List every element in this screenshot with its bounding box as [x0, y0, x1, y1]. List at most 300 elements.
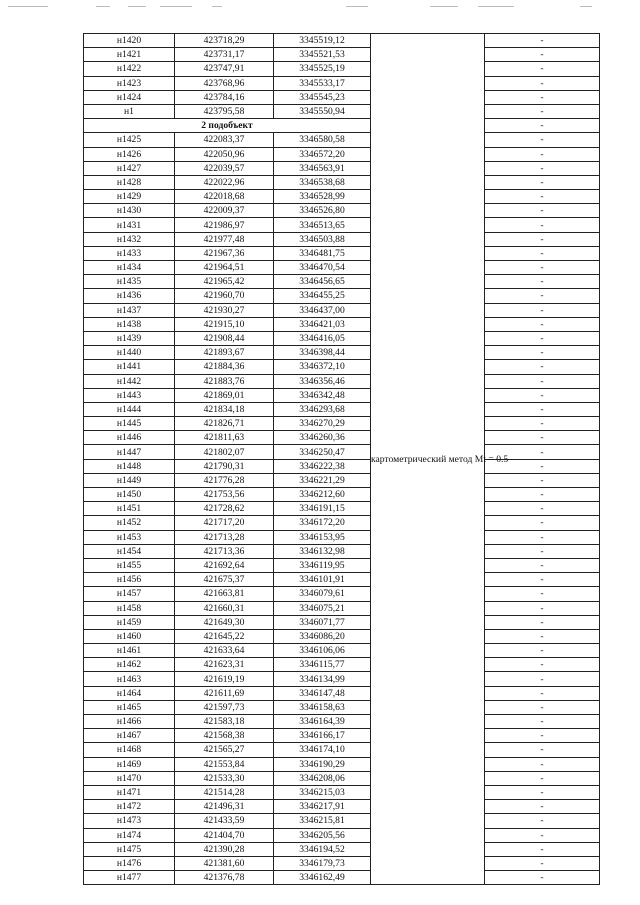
table-row	[84, 757, 600, 771]
y-coordinate: 3346115,77	[274, 658, 371, 672]
y-coordinate: 3346217,91	[274, 800, 371, 814]
x-coordinate: 422018,68	[175, 190, 274, 204]
error-dash: -	[485, 686, 600, 700]
y-coordinate: 3346580,58	[274, 133, 371, 147]
error-dash: -	[485, 771, 600, 785]
x-coordinate: 421675,37	[175, 573, 274, 587]
table-row	[84, 275, 600, 289]
x-coordinate: 423731,17	[175, 48, 274, 62]
point-name: н1432	[84, 232, 175, 246]
x-coordinate: 421986,97	[175, 218, 274, 232]
y-coordinate: 3345545,23	[274, 90, 371, 104]
error-dash: -	[485, 90, 600, 104]
y-coordinate: 3346147,48	[274, 686, 371, 700]
y-coordinate: 3346421,03	[274, 317, 371, 331]
x-coordinate: 421433,59	[175, 814, 274, 828]
error-dash: -	[485, 161, 600, 175]
x-coordinate: 421893,67	[175, 346, 274, 360]
point-name: н1424	[84, 90, 175, 104]
table-row	[84, 459, 600, 473]
x-coordinate: 421623,31	[175, 658, 274, 672]
point-name: н1421	[84, 48, 175, 62]
error-dash: -	[485, 871, 600, 885]
y-coordinate: 3346293,68	[274, 402, 371, 416]
error-dash: -	[485, 516, 600, 530]
point-name: н1462	[84, 658, 175, 672]
error-dash: -	[485, 629, 600, 643]
error-dash: -	[485, 785, 600, 799]
table-row	[84, 246, 600, 260]
y-coordinate: 3346194,52	[274, 842, 371, 856]
error-dash: -	[485, 800, 600, 814]
error-dash: -	[485, 757, 600, 771]
point-name: н1422	[84, 62, 175, 76]
point-name: н1469	[84, 757, 175, 771]
x-coordinate: 421977,48	[175, 232, 274, 246]
point-name: н1461	[84, 644, 175, 658]
error-dash: -	[485, 388, 600, 402]
y-coordinate: 3346356,46	[274, 374, 371, 388]
point-name: н1452	[84, 516, 175, 530]
table-row	[84, 90, 600, 104]
x-coordinate: 421663,81	[175, 587, 274, 601]
table-row	[84, 289, 600, 303]
y-coordinate: 3346372,10	[274, 360, 371, 374]
y-coordinate: 3346526,80	[274, 204, 371, 218]
table-row	[84, 856, 600, 870]
error-dash: -	[485, 303, 600, 317]
error-dash: -	[485, 261, 600, 275]
table-row	[84, 104, 600, 118]
error-dash: -	[485, 502, 600, 516]
table-row	[84, 331, 600, 345]
table-row	[84, 800, 600, 814]
table-row	[84, 828, 600, 842]
point-name: н1439	[84, 331, 175, 345]
error-dash: -	[485, 48, 600, 62]
y-coordinate: 3346162,49	[274, 871, 371, 885]
table-row	[84, 842, 600, 856]
table-row	[84, 190, 600, 204]
point-name: н1468	[84, 743, 175, 757]
error-dash: -	[485, 644, 600, 658]
table-row	[84, 417, 600, 431]
y-coordinate: 3346132,98	[274, 544, 371, 558]
point-name: н1430	[84, 204, 175, 218]
table-row	[84, 360, 600, 374]
error-dash: -	[485, 417, 600, 431]
point-name: н1423	[84, 76, 175, 90]
error-dash: -	[485, 104, 600, 118]
point-name: н1428	[84, 175, 175, 189]
x-coordinate: 421619,19	[175, 672, 274, 686]
y-coordinate: 3346174,10	[274, 743, 371, 757]
point-name: н1458	[84, 601, 175, 615]
point-name: н1472	[84, 800, 175, 814]
table-row	[84, 672, 600, 686]
x-coordinate: 421802,07	[175, 445, 274, 459]
error-dash: -	[485, 76, 600, 90]
error-dash: -	[485, 530, 600, 544]
error-dash: -	[485, 445, 600, 459]
x-coordinate: 421553,84	[175, 757, 274, 771]
point-name: н1440	[84, 346, 175, 360]
error-dash: -	[485, 573, 600, 587]
y-coordinate: 3346528,99	[274, 190, 371, 204]
table-row	[84, 204, 600, 218]
x-coordinate: 422022,96	[175, 175, 274, 189]
point-name: н1445	[84, 417, 175, 431]
y-coordinate: 3346106,06	[274, 644, 371, 658]
error-dash: -	[485, 828, 600, 842]
error-dash: -	[485, 331, 600, 345]
subobject-header-row	[84, 119, 600, 133]
error-dash: -	[485, 402, 600, 416]
x-coordinate: 423768,96	[175, 76, 274, 90]
table-row	[84, 658, 600, 672]
error-dash: -	[485, 346, 600, 360]
error-dash: -	[485, 814, 600, 828]
y-coordinate: 3346221,29	[274, 473, 371, 487]
table-row	[84, 48, 600, 62]
y-coordinate: 3346215,03	[274, 785, 371, 799]
point-name: н1453	[84, 530, 175, 544]
point-name: н1431	[84, 218, 175, 232]
point-name: н1448	[84, 459, 175, 473]
error-dash: -	[485, 190, 600, 204]
point-name: н1460	[84, 629, 175, 643]
y-coordinate: 3346101,91	[274, 573, 371, 587]
point-name: н1474	[84, 828, 175, 842]
table-row	[84, 573, 600, 587]
x-coordinate: 421633,64	[175, 644, 274, 658]
y-coordinate: 3345525,19	[274, 62, 371, 76]
point-name: н1470	[84, 771, 175, 785]
point-name: н1435	[84, 275, 175, 289]
error-dash: -	[485, 729, 600, 743]
error-dash: -	[485, 672, 600, 686]
x-coordinate: 421834,18	[175, 402, 274, 416]
y-coordinate: 3346205,56	[274, 828, 371, 842]
point-name: н1459	[84, 615, 175, 629]
table-row	[84, 715, 600, 729]
error-dash: -	[485, 700, 600, 714]
table-row	[84, 445, 600, 459]
x-coordinate: 421811,63	[175, 431, 274, 445]
x-coordinate: 421908,44	[175, 331, 274, 345]
error-dash: -	[485, 119, 600, 133]
y-coordinate: 3346538,68	[274, 175, 371, 189]
point-name: н1466	[84, 715, 175, 729]
x-coordinate: 421790,31	[175, 459, 274, 473]
x-coordinate: 421884,36	[175, 360, 274, 374]
point-name: н1447	[84, 445, 175, 459]
y-coordinate: 3346212,60	[274, 488, 371, 502]
y-coordinate: 3346222,38	[274, 459, 371, 473]
point-name: н1437	[84, 303, 175, 317]
error-dash: -	[485, 133, 600, 147]
error-dash: -	[485, 743, 600, 757]
table-row	[84, 175, 600, 189]
error-dash: -	[485, 615, 600, 629]
point-name: н1436	[84, 289, 175, 303]
y-coordinate: 3346398,44	[274, 346, 371, 360]
x-coordinate: 421930,27	[175, 303, 274, 317]
error-dash: -	[485, 587, 600, 601]
x-coordinate: 421514,28	[175, 785, 274, 799]
x-coordinate: 421611,69	[175, 686, 274, 700]
table-row	[84, 516, 600, 530]
y-coordinate: 3346437,00	[274, 303, 371, 317]
table-row	[84, 587, 600, 601]
x-coordinate: 421597,73	[175, 700, 274, 714]
y-coordinate: 3346208,06	[274, 771, 371, 785]
point-name: н1426	[84, 147, 175, 161]
table-row	[84, 686, 600, 700]
point-name: н1471	[84, 785, 175, 799]
table-row	[84, 530, 600, 544]
x-coordinate: 421883,76	[175, 374, 274, 388]
page-header-marks	[0, 0, 640, 14]
x-coordinate: 421381,60	[175, 856, 274, 870]
y-coordinate: 3346179,73	[274, 856, 371, 870]
point-name: н1443	[84, 388, 175, 402]
x-coordinate: 422083,37	[175, 133, 274, 147]
error-dash: -	[485, 275, 600, 289]
table-row	[84, 488, 600, 502]
x-coordinate: 423784,16	[175, 90, 274, 104]
point-name: н1429	[84, 190, 175, 204]
x-coordinate: 421728,62	[175, 502, 274, 516]
point-name: н1457	[84, 587, 175, 601]
y-coordinate: 3346086,20	[274, 629, 371, 643]
error-dash: -	[485, 175, 600, 189]
y-coordinate: 3346166,17	[274, 729, 371, 743]
coordinates-table-body	[84, 34, 600, 885]
error-dash: -	[485, 842, 600, 856]
x-coordinate: 421753,56	[175, 488, 274, 502]
point-name: н1449	[84, 473, 175, 487]
point-name: н1454	[84, 544, 175, 558]
error-dash: -	[485, 62, 600, 76]
y-coordinate: 3346071,77	[274, 615, 371, 629]
y-coordinate: 3346158,63	[274, 700, 371, 714]
table-row	[84, 502, 600, 516]
table-row	[84, 615, 600, 629]
table-row	[84, 147, 600, 161]
table-row	[84, 161, 600, 175]
error-dash: -	[485, 317, 600, 331]
x-coordinate: 421404,70	[175, 828, 274, 842]
table-row	[84, 871, 600, 885]
x-coordinate: 421660,31	[175, 601, 274, 615]
table-row	[84, 346, 600, 360]
table-row	[84, 232, 600, 246]
x-coordinate: 421965,42	[175, 275, 274, 289]
error-dash: -	[485, 488, 600, 502]
table-row	[84, 261, 600, 275]
table-row	[84, 62, 600, 76]
error-dash: -	[485, 246, 600, 260]
x-coordinate: 421776,28	[175, 473, 274, 487]
y-coordinate: 3346416,05	[274, 331, 371, 345]
error-dash: -	[485, 459, 600, 473]
table-row	[84, 629, 600, 643]
point-name: н1444	[84, 402, 175, 416]
x-coordinate: 423718,29	[175, 34, 274, 48]
table-row	[84, 700, 600, 714]
x-coordinate: 422039,57	[175, 161, 274, 175]
x-coordinate: 421376,78	[175, 871, 274, 885]
y-coordinate: 3346075,21	[274, 601, 371, 615]
error-dash: -	[485, 558, 600, 572]
error-dash: -	[485, 147, 600, 161]
table-row	[84, 473, 600, 487]
table-row	[84, 558, 600, 572]
y-coordinate: 3345550,94	[274, 104, 371, 118]
error-dash: -	[485, 431, 600, 445]
table-row	[84, 303, 600, 317]
y-coordinate: 3346134,99	[274, 672, 371, 686]
point-name: н1455	[84, 558, 175, 572]
x-coordinate: 421713,36	[175, 544, 274, 558]
y-coordinate: 3346456,65	[274, 275, 371, 289]
y-coordinate: 3346572,20	[274, 147, 371, 161]
point-name: н1427	[84, 161, 175, 175]
y-coordinate: 3345519,12	[274, 34, 371, 48]
y-coordinate: 3346455,25	[274, 289, 371, 303]
x-coordinate: 421692,64	[175, 558, 274, 572]
y-coordinate: 3346191,15	[274, 502, 371, 516]
error-dash: -	[485, 856, 600, 870]
point-name: н1476	[84, 856, 175, 870]
subobject-title: 2 подобъект	[84, 119, 371, 133]
point-name: н1433	[84, 246, 175, 260]
table-row	[84, 771, 600, 785]
x-coordinate: 421960,70	[175, 289, 274, 303]
y-coordinate: 3346563,91	[274, 161, 371, 175]
error-dash: -	[485, 544, 600, 558]
error-dash: -	[485, 204, 600, 218]
point-name: н1456	[84, 573, 175, 587]
y-coordinate: 3346513,65	[274, 218, 371, 232]
y-coordinate: 3346470,54	[274, 261, 371, 275]
table-row	[84, 317, 600, 331]
x-coordinate: 421533,30	[175, 771, 274, 785]
point-name: н1465	[84, 700, 175, 714]
point-name: н1477	[84, 871, 175, 885]
x-coordinate: 421390,28	[175, 842, 274, 856]
error-dash: -	[485, 360, 600, 374]
point-name: н1425	[84, 133, 175, 147]
point-name: н1	[84, 104, 175, 118]
y-coordinate: 3345533,17	[274, 76, 371, 90]
x-coordinate: 422050,96	[175, 147, 274, 161]
y-coordinate: 3346190,29	[274, 757, 371, 771]
y-coordinate: 3346481,75	[274, 246, 371, 260]
point-name: н1442	[84, 374, 175, 388]
coordinates-table	[83, 33, 600, 885]
table-row	[84, 814, 600, 828]
y-coordinate: 3346215,81	[274, 814, 371, 828]
y-coordinate: 3345521,53	[274, 48, 371, 62]
x-coordinate: 421496,31	[175, 800, 274, 814]
error-dash: -	[485, 374, 600, 388]
x-coordinate: 421713,28	[175, 530, 274, 544]
table-row	[84, 743, 600, 757]
table-row	[84, 544, 600, 558]
x-coordinate: 421915,10	[175, 317, 274, 331]
error-dash: -	[485, 218, 600, 232]
point-name: н1463	[84, 672, 175, 686]
point-name: н1467	[84, 729, 175, 743]
x-coordinate: 421568,38	[175, 729, 274, 743]
table-row	[84, 431, 600, 445]
table-row	[84, 388, 600, 402]
x-coordinate: 421826,71	[175, 417, 274, 431]
survey-method-cell: картометрический метод Mt = 0.5	[371, 34, 485, 885]
point-name: н1451	[84, 502, 175, 516]
error-dash: -	[485, 473, 600, 487]
y-coordinate: 3346250,47	[274, 445, 371, 459]
table-row	[84, 34, 600, 48]
x-coordinate: 421967,36	[175, 246, 274, 260]
table-row	[84, 601, 600, 615]
error-dash: -	[485, 289, 600, 303]
y-coordinate: 3346079,61	[274, 587, 371, 601]
x-coordinate: 423795,58	[175, 104, 274, 118]
x-coordinate: 421583,18	[175, 715, 274, 729]
y-coordinate: 3346260,36	[274, 431, 371, 445]
error-dash: -	[485, 601, 600, 615]
table-row	[84, 218, 600, 232]
x-coordinate: 423747,91	[175, 62, 274, 76]
y-coordinate: 3346164,39	[274, 715, 371, 729]
y-coordinate: 3346342,48	[274, 388, 371, 402]
point-name: н1434	[84, 261, 175, 275]
x-coordinate: 421964,51	[175, 261, 274, 275]
y-coordinate: 3346119,95	[274, 558, 371, 572]
error-dash: -	[485, 232, 600, 246]
x-coordinate: 422009,37	[175, 204, 274, 218]
y-coordinate: 3346172,20	[274, 516, 371, 530]
point-name: н1446	[84, 431, 175, 445]
y-coordinate: 3346270,29	[274, 417, 371, 431]
point-name: н1420	[84, 34, 175, 48]
error-dash: -	[485, 715, 600, 729]
y-coordinate: 3346503,88	[274, 232, 371, 246]
table-row	[84, 785, 600, 799]
table-row	[84, 729, 600, 743]
error-dash: -	[485, 658, 600, 672]
x-coordinate: 421869,01	[175, 388, 274, 402]
point-name: н1475	[84, 842, 175, 856]
point-name: н1473	[84, 814, 175, 828]
x-coordinate: 421717,20	[175, 516, 274, 530]
table-row	[84, 133, 600, 147]
table-row	[84, 374, 600, 388]
error-dash: -	[485, 34, 600, 48]
point-name: н1464	[84, 686, 175, 700]
point-name: н1441	[84, 360, 175, 374]
x-coordinate: 421645,22	[175, 629, 274, 643]
table-row	[84, 402, 600, 416]
point-name: н1438	[84, 317, 175, 331]
x-coordinate: 421649,30	[175, 615, 274, 629]
x-coordinate: 421565,27	[175, 743, 274, 757]
table-row	[84, 644, 600, 658]
point-name: н1450	[84, 488, 175, 502]
